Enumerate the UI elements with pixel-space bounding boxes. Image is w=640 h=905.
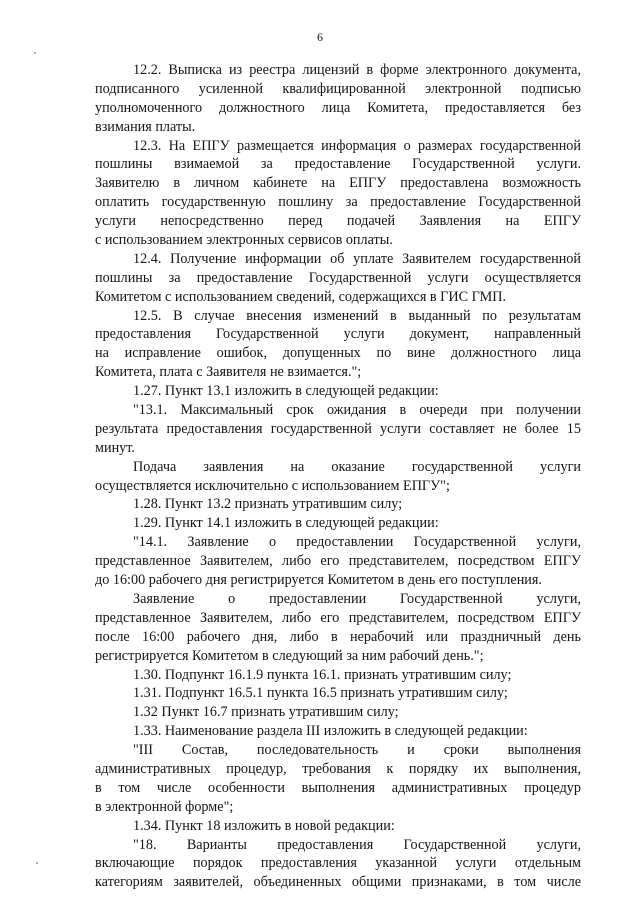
text-line: уполномоченного должностного лица Комитета, предоставляется без [95, 99, 581, 116]
text-line: 1.31. Подпункт 16.5.1 пункта 16.5 признать утратившим силу; [133, 685, 508, 702]
page-number: 6 [317, 30, 323, 44]
text-line: минут. [95, 439, 135, 456]
text-line: 1.33. Наименование раздела III изложить в следующей редакции: [133, 723, 528, 740]
text-line: включающие порядок предоставления указанной услуги отдельным [95, 855, 581, 872]
text-line: 12.2. Выписка из реестра лицензий в форме электронного документа, [133, 62, 581, 78]
text-line: Подача заявления на оказание государственной услуги [133, 458, 581, 475]
text-line: "III Состав, последовательность и сроки выполнения [133, 742, 581, 759]
text-line: представленное Заявителем, либо его представителем, посредством ЕПГУ [95, 609, 581, 626]
text-line: 1.27. Пункт 13.1 изложить в следующей редакции: [133, 383, 439, 400]
document-body [95, 61, 581, 892]
text-line: оплатить государственную пошлину за предоставление Государственной [95, 194, 581, 211]
text-line: "13.1. Максимальный срок ожидания в очереди при получении [133, 402, 581, 419]
text-line: 1.30. Подпункт 16.1.9 пункта 16.1. признать утратившим силу; [133, 666, 512, 683]
text-line: регистрируется Комитетом в следующий за ним рабочий день."; [95, 647, 484, 664]
text-line: "14.1. Заявление о предоставлении Государственной услуги, [133, 534, 581, 551]
scan-speck [36, 862, 38, 864]
text-line: осуществляется исключительно с использованием ЕПГУ"; [95, 477, 450, 494]
text-line: 1.29. Пункт 14.1 изложить в следующей редакции: [133, 515, 439, 532]
text-line: 1.32 Пункт 16.7 признать утратившим силу; [133, 704, 399, 721]
text-line: в том числе особенности выполнения административных процедур [95, 779, 581, 796]
text-line: "18. Варианты предоставления Государственной услуги, [133, 836, 581, 853]
text-line: подписанного усиленной квалифицированной электронной подписью [95, 80, 581, 97]
scan-speck [34, 52, 36, 54]
text-line: 1.28. Пункт 13.2 признать утратившим силу; [133, 496, 403, 513]
text-line: в электронной форме"; [95, 798, 234, 815]
text-line: пошлины взимаемой за предоставление Государственной услуги. [95, 156, 581, 173]
text-line: категориям заявителей, объединенных общими признаками, в том числе [95, 874, 581, 891]
text-line: представленное Заявителем, либо его представителем, посредством ЕПГУ [95, 553, 581, 570]
text-line: с использованием электронных сервисов оплаты. [95, 232, 393, 249]
text-line: административных процедур, требования к порядку их выполнения, [95, 760, 581, 777]
text-line: 12.4. Получение информации об уплате Заявителем государственной [133, 250, 581, 267]
text-line: Заявление о предоставлении Государственной услуги, [133, 590, 581, 607]
text-line: после 16:00 рабочего дня, либо в нерабочий или праздничный день [95, 628, 581, 645]
text-line: взимания платы. [95, 118, 196, 135]
text-line: 1.34. Пункт 18 изложить в новой редакции: [133, 817, 395, 834]
text-line: 12.5. В случае внесения изменений в выданный по результатам [133, 307, 581, 324]
text-line: предоставления Государственной услуги документ, направленный [95, 326, 581, 343]
text-line: Комитетом с использованием сведений, содержащихся в ГИС ГМП. [95, 288, 507, 305]
text-line: пошлины за предоставление Государственной услуги осуществляется [95, 269, 581, 286]
text-line: 12.3. На ЕПГУ размещается информация о размерах государственной [133, 137, 581, 154]
text-line: на исправление ошибок, допущенных по вине должностного лица [95, 345, 581, 362]
text-line: Комитета, плата с Заявителя не взимается."; [95, 364, 362, 381]
text-line: Заявителю в личном кабинете на ЕПГУ предоставлена возможность [95, 175, 581, 192]
text-line: до 16:00 рабочего дня регистрируется Комитетом в день его поступления. [95, 572, 542, 589]
text-line: результата предоставления государственной услуги составляет не более 15 [95, 420, 581, 437]
text-line: услуги непосредственно перед подачей Заявления на ЕПГУ [95, 213, 581, 230]
